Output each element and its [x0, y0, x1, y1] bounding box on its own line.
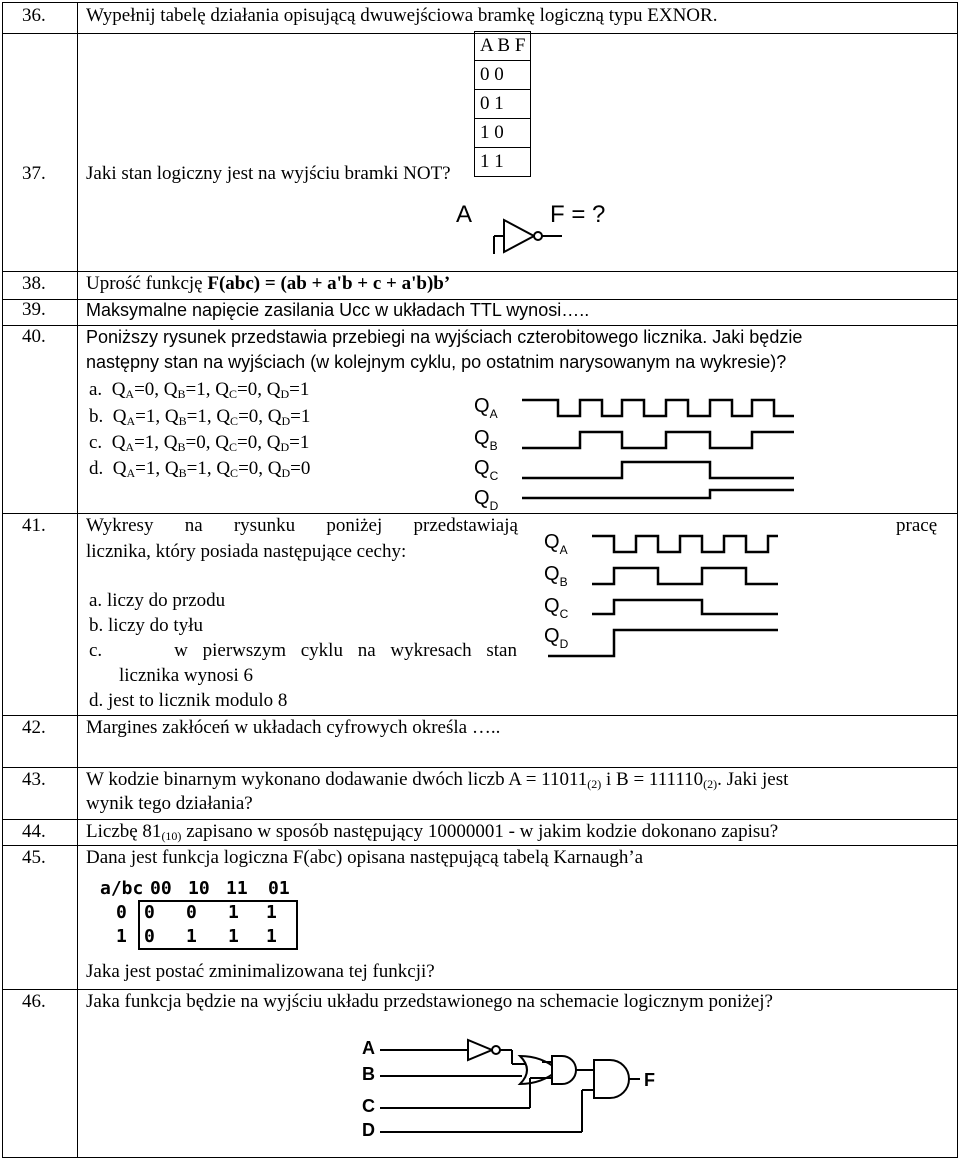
- answer-option-c: [89, 638, 517, 663]
- option-text: w pierwszym cyklu na wykresach stan: [174, 640, 517, 661]
- option-value: =0, Q: [185, 432, 229, 453]
- option-letter: d.: [89, 690, 104, 711]
- option-letter: c.: [89, 640, 103, 661]
- counter-waveform-41: [520, 522, 780, 662]
- not-gate-icon: [468, 1040, 492, 1060]
- subscript: A: [125, 440, 135, 454]
- truth-table-row: 0 1: [475, 90, 531, 119]
- wave-label: $Q_C$: [544, 595, 569, 621]
- wave-label: $Q_B$: [474, 427, 498, 453]
- input-label: A: [362, 1038, 375, 1058]
- kmap-cell: 1: [228, 926, 239, 947]
- answer-option-a: [89, 377, 309, 402]
- question-text: licznika, który posiada następujące cechy:: [86, 541, 407, 562]
- kmap-cell: 1: [186, 926, 197, 947]
- kmap-row-label: 0: [116, 902, 127, 923]
- wave-label: $Q_D$: [544, 625, 569, 651]
- option-value: =0: [290, 458, 311, 479]
- option-value: =1, Q: [186, 406, 231, 427]
- subscript: (2): [587, 777, 602, 791]
- waveform-qb: [522, 432, 794, 448]
- option-value: =0, Q: [238, 458, 282, 479]
- wave-label: $Q_D$: [474, 487, 499, 513]
- waveform-qc: [522, 462, 794, 478]
- option-value: =1: [289, 432, 310, 453]
- question-word: pracę: [896, 515, 938, 536]
- subscript: B: [178, 414, 187, 428]
- subscript: D: [281, 414, 291, 428]
- question-word: przedstawiają: [413, 515, 518, 536]
- waveform-qd: [522, 490, 794, 498]
- option-letter: c.: [89, 432, 103, 453]
- question-part: Liczbę 81: [86, 821, 162, 842]
- subscript: C: [230, 466, 239, 480]
- output-label: F: [644, 1070, 655, 1090]
- question-text: [86, 514, 518, 538]
- question-text: Jaka funkcja będzie na wyjściu układu przedstawionego na schemacie logicznym poniżej?: [86, 991, 773, 1012]
- option-text: liczy do tyłu: [108, 615, 203, 636]
- kmap-column-header: 01: [268, 878, 290, 899]
- truth-table-header: A B F: [475, 32, 531, 61]
- kmap-cell: 1: [266, 902, 277, 923]
- input-label: B: [362, 1064, 375, 1084]
- subscript: D: [281, 466, 291, 480]
- option-letter: a.: [89, 590, 103, 611]
- question-number: 43.: [22, 769, 46, 790]
- kmap-column-header: 00: [150, 878, 172, 899]
- and-gate-icon: [594, 1060, 629, 1098]
- and-gate-icon: [552, 1056, 576, 1084]
- subscript: B: [177, 440, 186, 454]
- question-part: W kodzie binarnym wykonano dodawanie dwóch liczb A = 11011: [86, 769, 588, 790]
- wave-label: $Q_A$: [544, 531, 568, 557]
- wave-label: $Q_B$: [544, 563, 568, 589]
- q-letter: Q: [111, 432, 126, 453]
- option-value: =1, Q: [134, 432, 178, 453]
- question-text: wynik tego działania?: [86, 793, 253, 814]
- kmap-column-header: 11: [226, 878, 248, 899]
- question-part: zapisano w sposób następujący 10000001 - w jakim kodzie dokonano zapisu?: [181, 821, 779, 842]
- question-text: Wypełnij tabelę działania opisującą dwuwejściowa bramkę logiczną typu EXNOR.: [86, 5, 718, 26]
- answer-option-a: [89, 588, 225, 613]
- option-value: =0, Q: [237, 432, 281, 453]
- option-value: =1, Q: [186, 458, 231, 479]
- kmap-corner-label: a/bc: [100, 878, 144, 899]
- question-text: [86, 325, 946, 349]
- truth-table-row: 0 0: [475, 61, 531, 90]
- subscript: (2): [703, 777, 718, 791]
- question-text: Jaki stan logiczny jest na wyjściu bramki NOT?: [86, 163, 451, 184]
- subscript: C: [228, 440, 237, 454]
- inverter-bubble-icon: [534, 232, 542, 240]
- option-value: =0, Q: [134, 379, 178, 400]
- subscript: C: [228, 387, 237, 401]
- question-number: 42.: [22, 717, 46, 738]
- q-letter: Q: [111, 379, 126, 400]
- answer-option-b: [89, 613, 203, 638]
- logic-circuit-diagram: [356, 1036, 666, 1144]
- question-text: Margines zakłóceń w układach cyfrowych określa …..: [86, 717, 501, 738]
- option-value: =1: [290, 406, 311, 427]
- option-letter: a.: [89, 379, 103, 400]
- truth-table-row: 1 0: [475, 119, 531, 148]
- subscript: C: [230, 414, 239, 428]
- subscript: (10): [161, 829, 182, 843]
- subscript: D: [280, 440, 290, 454]
- inverter-bubble-icon: [492, 1046, 500, 1054]
- not-gate-diagram: [450, 196, 630, 262]
- question-number: 46.: [22, 991, 46, 1012]
- subscript: B: [177, 387, 186, 401]
- question-word: poniżej: [326, 515, 383, 536]
- option-value: =1, Q: [185, 379, 229, 400]
- q-letter: Q: [112, 406, 127, 427]
- kmap-cell: 0: [144, 902, 155, 923]
- question-part: . Jaki jest: [717, 769, 789, 790]
- kmap-cell: 0: [144, 926, 155, 947]
- input-label: D: [362, 1120, 375, 1140]
- question-number: 38.: [22, 273, 46, 294]
- truth-table-row: 1 1: [475, 148, 531, 177]
- subscript: A: [126, 414, 136, 428]
- answer-option-c: [89, 430, 309, 455]
- counter-waveform-40: [472, 386, 798, 516]
- question-text: Maksymalne napięcie zasilania Ucc w układach TTL wynosi…..: [86, 300, 590, 320]
- option-letter: b.: [89, 406, 104, 427]
- question-part: i B = 111110: [601, 769, 704, 790]
- option-value: =1: [289, 379, 310, 400]
- question-text: [86, 820, 778, 844]
- input-label: C: [362, 1096, 375, 1116]
- kmap-cell: 1: [228, 902, 239, 923]
- output-label: F = ?: [550, 201, 606, 228]
- option-letter: b.: [89, 615, 104, 636]
- subscript: D: [280, 387, 290, 401]
- column-divider: [77, 3, 78, 1157]
- question-word: na: [184, 515, 203, 536]
- question-number: 41.: [22, 515, 46, 536]
- kmap-cell: 0: [186, 902, 197, 923]
- question-number: 39.: [22, 299, 46, 320]
- option-value: =0, Q: [237, 379, 281, 400]
- question-line: Poniższy rysunek przedstawia przebiegi na wyjściach czterobitowego licznika. Jaki będzie: [86, 327, 803, 347]
- boolean-formula: F(abc) = (ab + a'b + c + a'b)b’: [207, 273, 451, 294]
- question-text: [86, 768, 788, 792]
- question-number: 44.: [22, 821, 46, 842]
- question-number: 40.: [22, 326, 46, 347]
- input-label: A: [456, 201, 473, 228]
- kmap-cell: 1: [266, 926, 277, 947]
- q-letter: Q: [112, 458, 127, 479]
- answer-option-b: [89, 404, 310, 429]
- question-number: 36.: [22, 5, 46, 26]
- question-text: Dana jest funkcja logiczna F(abc) opisana następującą tabelą Karnaugh’a: [86, 847, 644, 868]
- option-letter: d.: [89, 458, 104, 479]
- not-gate-icon: [504, 220, 534, 252]
- option-text: jest to licznik modulo 8: [108, 690, 288, 711]
- wave-label: $Q_A$: [474, 395, 498, 421]
- subscript: A: [126, 466, 136, 480]
- waveform-qa: [522, 400, 794, 416]
- option-value: =1, Q: [135, 458, 179, 479]
- answer-option-d: [89, 456, 310, 481]
- question-word: rysunku: [233, 515, 296, 536]
- answer-option-c-continued: licznika wynosi 6: [119, 665, 254, 686]
- question-number: 37.: [22, 163, 46, 184]
- subscript: A: [125, 387, 135, 401]
- answer-option-d: [89, 688, 287, 713]
- kmap-column-header: 10: [188, 878, 210, 899]
- question-prefix: Uprość funkcję: [86, 273, 208, 294]
- option-value: =0, Q: [238, 406, 282, 427]
- wave-label: $Q_C$: [474, 457, 499, 483]
- subscript: B: [178, 466, 187, 480]
- question-number: 45.: [22, 847, 46, 868]
- question-text: [86, 272, 450, 296]
- option-text: liczy do przodu: [106, 590, 226, 611]
- option-value: =1, Q: [135, 406, 179, 427]
- question-text: Jaka jest postać zminimalizowana tej funkcji?: [86, 961, 435, 982]
- question-text: następny stan na wyjściach (w kolejnym cyklu, po ostatnim narysowanym na wykresie)?: [86, 352, 787, 372]
- question-word: Wykresy: [86, 515, 154, 536]
- kmap-row-label: 1: [116, 926, 127, 947]
- exnor-truth-table: [474, 31, 531, 177]
